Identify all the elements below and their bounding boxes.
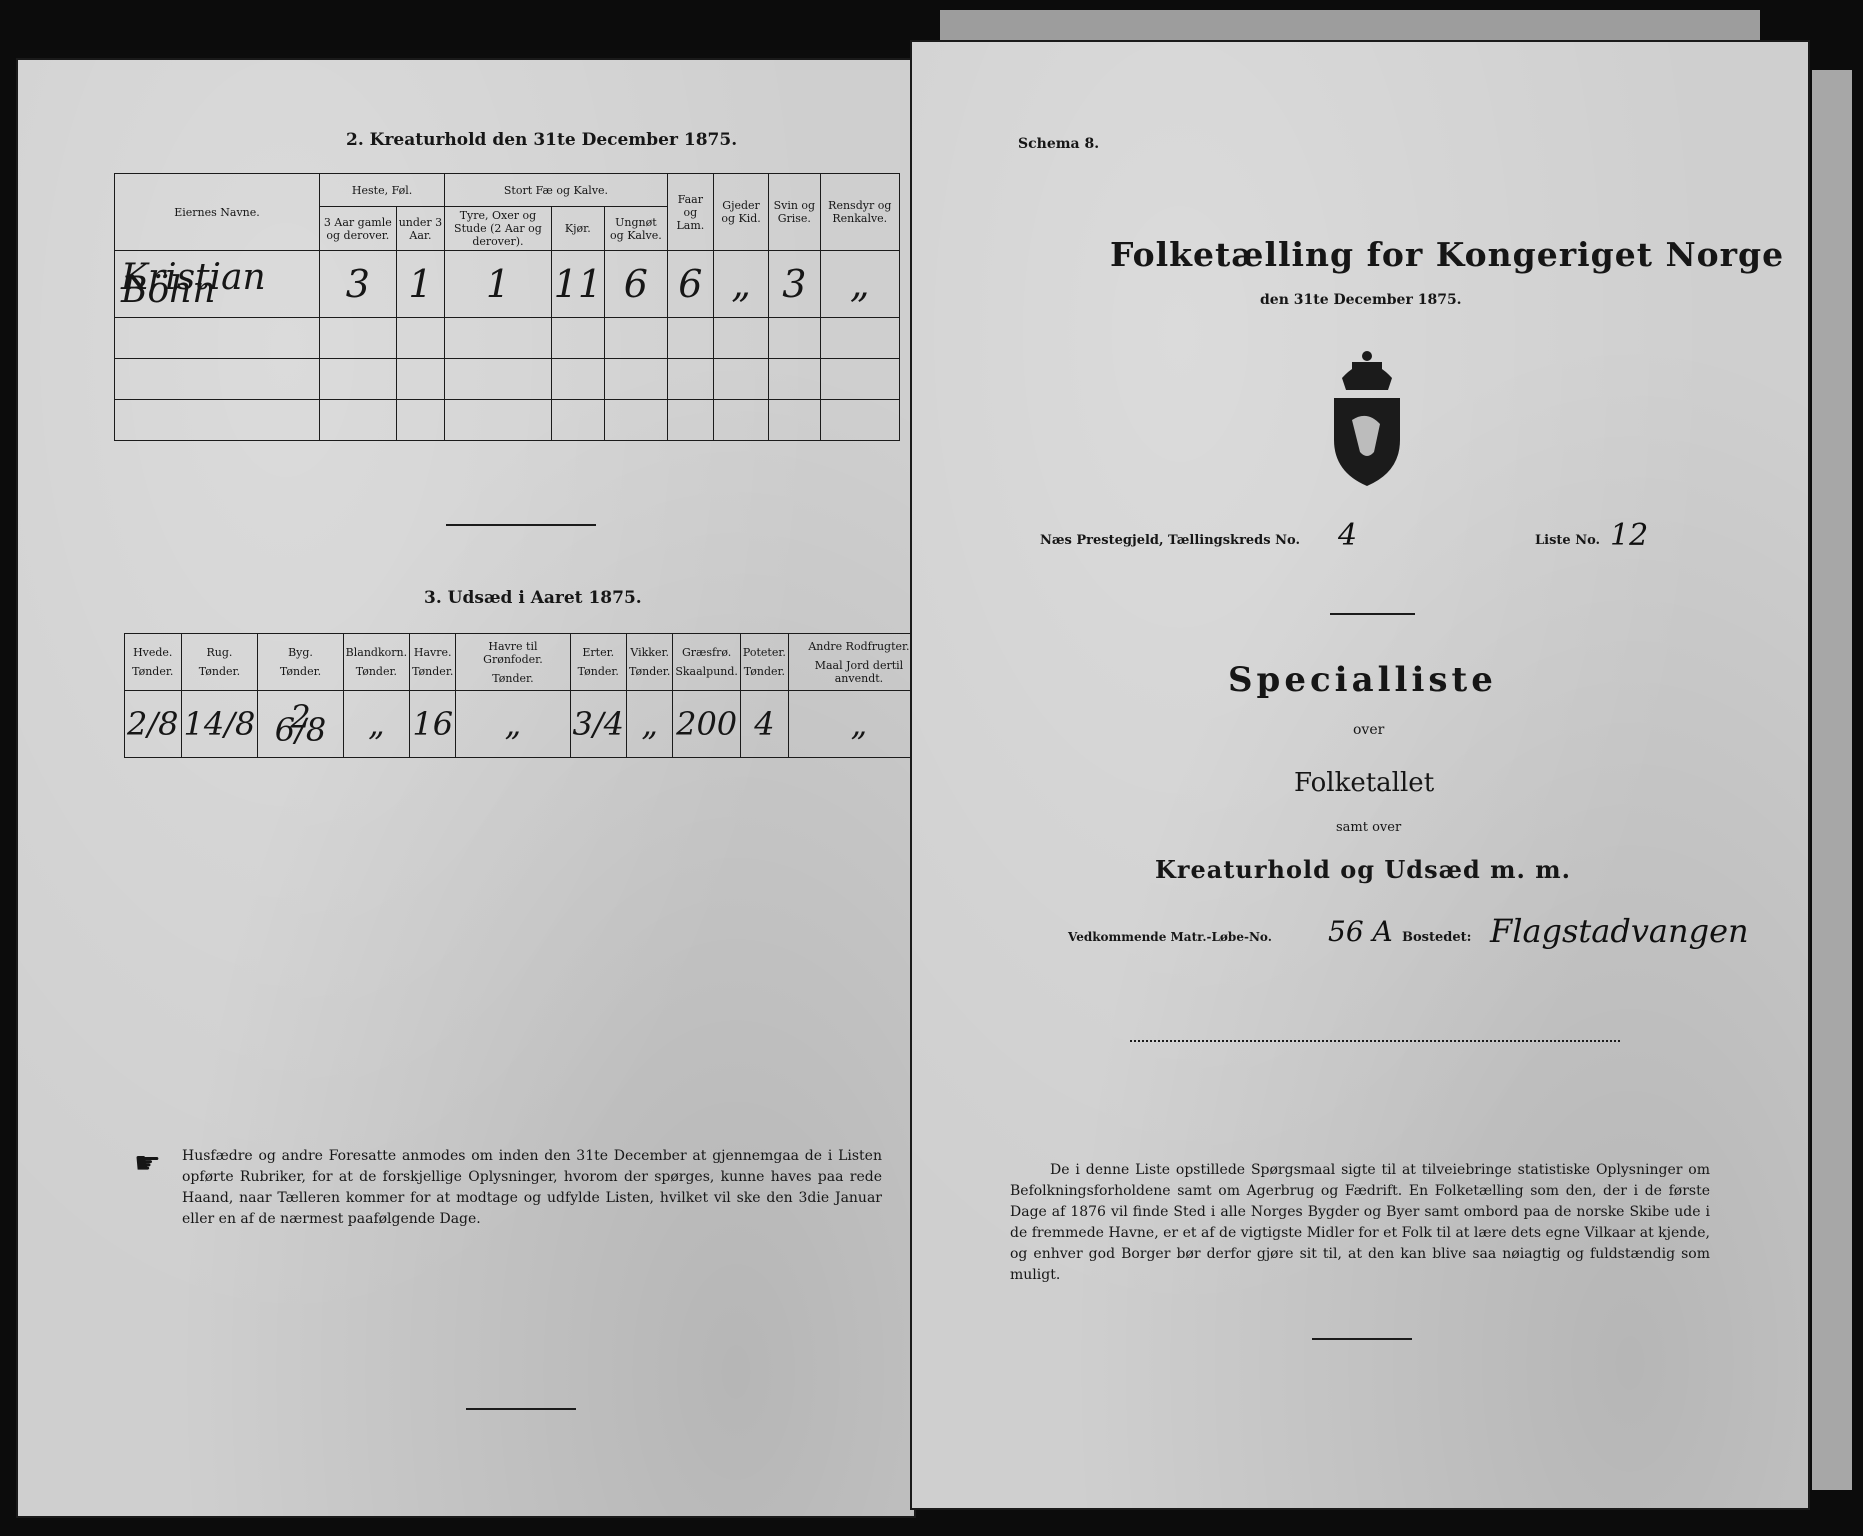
seed-header-unit: Tønder. (492, 671, 534, 685)
divider-line (1130, 1040, 1620, 1043)
header-stort-fae: Stort Fæ og Kalve. (445, 174, 668, 207)
samt-over-text: samt over (1336, 820, 1402, 835)
kreaturhold-heading: Kreaturhold og Udsæd m. m. (1155, 855, 1571, 884)
seed-header-cell (456, 634, 570, 691)
seed-header-cell (788, 634, 929, 691)
census-date: den 31te December 1875. (1260, 292, 1462, 308)
right-page (910, 40, 1810, 1510)
table-row (115, 400, 900, 441)
notice-text: Husfædre og andre Foresatte anmodes om inden den 31te December at gjennemgaa de i Listen opførte Rubriker, for at de forskjellige Oplysninger, hvorom der spørges, kunne haves paa rede Haand, naar Tælleren kommer for at modtage og udfylde Listen, hvilket vil ske den 3die Januar eller en af de nærmest paafølgende Dage. (182, 1148, 882, 1227)
header-gjeder: Gjeder og Kid. (714, 174, 769, 251)
seed-header-name: Havre til Grønfoder. (483, 639, 543, 666)
divider-line (1330, 613, 1415, 615)
seed-value-cell: „ (788, 691, 929, 758)
cell-heste-under3: 1 (396, 251, 445, 318)
seed-header-name: Græsfrø. (681, 646, 732, 659)
table-row (115, 359, 900, 400)
seed-header-unit: Tønder. (355, 665, 398, 678)
header-ungnot: Ungnøt og Kalve. (605, 207, 668, 251)
seed-header-unit: Tønder. (132, 665, 174, 678)
seed-header-unit: Tønder. (279, 665, 322, 678)
table-row (115, 251, 900, 318)
seed-header-name: Vikker. (630, 646, 669, 659)
census-title: Folketælling for Kongeriget Norge (1110, 235, 1785, 274)
seed-header-unit: Skaalpund. (675, 665, 738, 678)
cell-tyre: 1 (445, 251, 551, 318)
over-text: over (1353, 722, 1385, 738)
table-row (125, 691, 930, 758)
seed-header-name: Poteter. (742, 646, 786, 659)
matr-label: Vedkommende Matr.-Løbe-No. (1068, 930, 1272, 944)
seed-value-cell: „ (456, 691, 570, 758)
seed-header-name: Rug. (206, 646, 233, 659)
cell-gjeder: „ (714, 251, 769, 318)
cell-faar: 6 (667, 251, 713, 318)
seed-header-cell (258, 634, 343, 691)
seed-header-cell (627, 634, 673, 691)
folketallet-heading: Folketallet (1294, 768, 1435, 798)
bostedet-label: Bostedet: (1402, 930, 1472, 945)
seed-value-cell: 4 (740, 691, 788, 758)
header-rensdyr: Rensdyr og Renkalve. (820, 174, 899, 251)
seed-value-cell: 16 (410, 691, 456, 758)
header-owner: Eiernes Navne. (115, 174, 320, 251)
seed-value-cell: „ (627, 691, 673, 758)
seed-header-name: Hvede. (133, 646, 173, 659)
seed-value-cell: 200 (673, 691, 741, 758)
divider-line (466, 1408, 576, 1410)
seed-header-unit: Tønder. (577, 665, 619, 678)
seed-header-cell (181, 634, 258, 691)
seed-header-name: Blandkorn. (345, 646, 408, 659)
header-heste-under3: under 3 Aar. (396, 207, 445, 251)
divider-line (1312, 1338, 1412, 1340)
page-edge-strip-top (940, 10, 1760, 44)
seed-header-cell (343, 634, 409, 691)
seed-header-row (125, 634, 930, 691)
seed-value-cell: 3/4 (570, 691, 627, 758)
cell-rensdyr: „ (820, 251, 899, 318)
cell-ungnot: 6 (605, 251, 668, 318)
header-kjor: Kjør. (551, 207, 604, 251)
seed-value-cell: 2/8 (125, 691, 182, 758)
explanation-paragraph: De i denne Liste opstillede Spørgsmaal sigte til at tilveiebringe statistiske Oplysninger om Befolkningsforholdene samt om Agerbrug og Fædrift. En Folketælling som den, der i de første Dage af 1876 vil finde Sted i alle Norges Bygder og Byer samt ombord paa de norske Skibe ude i de fremmede Havne, er et af de vigtigste Midler for et Folk til at lære dets egne Vilkaar at kjende, og enhver god Borger bør derfor gjøre sit til, at den kan blive saa nøiagtig og fuldstændig som muligt. (1010, 1162, 1710, 1283)
seed-header-unit: Tønder. (412, 665, 454, 678)
seed-value-cell: 2 6/8 (258, 691, 343, 758)
seed-header-name: Erter. (582, 646, 615, 659)
seed-header-cell (410, 634, 456, 691)
seed-header-cell (570, 634, 627, 691)
kreds-number: 4 (1338, 518, 1358, 553)
bostedet-value: Flagstadvangen (1490, 912, 1749, 950)
seed-header-cell (740, 634, 788, 691)
seed-value-cell: „ (343, 691, 409, 758)
header-heste-3aar: 3 Aar gamle og derover. (320, 207, 397, 251)
header-heste: Heste, Føl. (320, 174, 445, 207)
pointing-hand-icon: ☛ (134, 1146, 161, 1181)
section2-title: 2. Kreaturhold den 31te December 1875. (346, 130, 738, 150)
prestegjeld-label: Næs Prestegjeld, Tællingskreds No. (1040, 533, 1300, 548)
seed-table (124, 633, 930, 758)
cell-svin: 3 (769, 251, 820, 318)
livestock-table (114, 173, 900, 441)
divider-line (446, 524, 596, 526)
page-edge-strip-right (1812, 70, 1852, 1490)
seed-header-cell (673, 634, 741, 691)
norway-coat-of-arms-icon (1322, 340, 1412, 490)
seed-header-name: Byg. (288, 646, 313, 659)
seed-header-unit: Tønder. (198, 665, 241, 678)
seed-header-name: Havre. (413, 646, 452, 659)
seed-header-cell (125, 634, 182, 691)
seed-header-unit: Tønder. (629, 665, 671, 678)
liste-number: 12 (1610, 518, 1649, 553)
section3-title: 3. Udsæd i Aaret 1875. (424, 588, 642, 608)
header-svin: Svin og Grise. (769, 174, 820, 251)
owner-name: Kristian Böhn (115, 251, 320, 318)
cell-kjor: 11 (551, 251, 604, 318)
cell-heste-3aar: 3 (320, 251, 397, 318)
header-tyre: Tyre, Oxer og Stude (2 Aar og derover). (445, 207, 551, 251)
header-faar: Faar og Lam. (667, 174, 713, 251)
liste-label: Liste No. (1535, 533, 1601, 548)
seed-header-unit: Tønder. (743, 665, 786, 678)
left-page (16, 58, 916, 1518)
matr-number: 56 A (1328, 915, 1393, 948)
table-row (115, 318, 900, 359)
seed-header-name: Andre Rodfrugter. (808, 639, 910, 653)
seed-value-cell: 14/8 (181, 691, 258, 758)
seed-header-unit: Maal Jord dertil anvendt. (814, 658, 904, 685)
schema-label: Schema 8. (1018, 136, 1100, 152)
specialliste-heading: Specialliste (1228, 660, 1497, 700)
